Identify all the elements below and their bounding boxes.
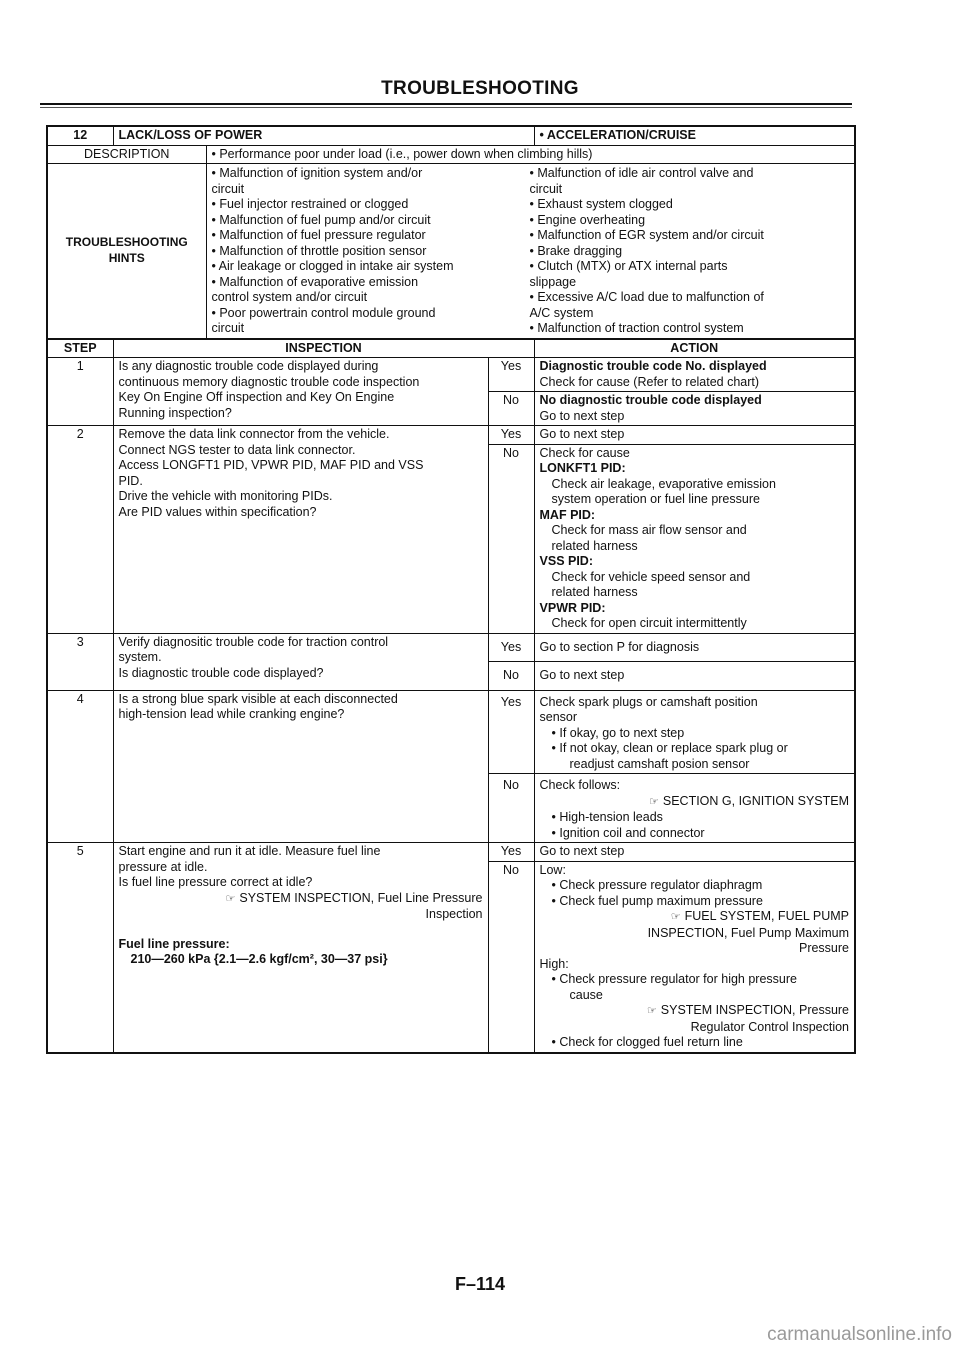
action-line: Low: [539,862,566,877]
action-line: Check spark plugs or camshaft position [539,694,758,709]
hint-item: • Malfunction of fuel pump and/or circuit [211,212,431,227]
hints-label-line1: TROUBLESHOOTING [65,235,188,250]
action-line: related harness [551,585,638,599]
hint-item: control system and/or circuit [211,290,368,304]
step-number: 5 [47,843,113,1053]
yes-label: Yes [488,358,534,392]
hints-label [47,164,206,339]
column-header-row [47,339,855,358]
inspection-line: PID. [118,473,143,488]
action-line: • High-tension leads [551,810,663,824]
hint-item: • Malfunction of traction control system [529,321,744,335]
action-line: Diagnostic trouble code No. displayed [539,359,767,373]
step-number: 1 [47,358,113,426]
inspection-line: Key On Engine Off inspection and Key On Engine [118,390,395,404]
yes-label: Yes [488,843,534,862]
reference-line [119,891,483,908]
description-text: • Performance poor under load (i.e., power down when climbing hills) [206,145,855,164]
action-line: VPWR PID: [539,600,606,615]
hint-item: • Malfunction of ignition system and/or [211,166,423,180]
no-action: Go to next step [534,662,855,691]
action-line: High: [539,956,569,971]
inspection-line: Remove the data link connector from the vehicle. [118,427,390,441]
hint-item: • Malfunction of idle air control valve and [529,166,754,180]
step-row [47,843,855,862]
hint-item: • Engine overheating [529,212,646,227]
action-line: Check for open circuit intermittently [551,616,747,630]
hint-item: slippage [529,274,577,289]
action-line: Check for vehicle speed sensor and [551,569,751,584]
action-line: Check air leakage, evaporative emission [551,476,776,491]
inspection-line: Inspection [425,907,483,921]
hint-item: A/C system [529,305,594,320]
topic-number: 12 [47,126,113,145]
hints-left-column [212,166,530,337]
no-label: No [488,774,534,843]
page-title: TROUBLESHOOTING [381,78,579,99]
step-row [47,426,855,445]
reference-line [540,909,850,926]
topic-row [47,126,855,145]
hint-item: • Malfunction of fuel pressure regulator [211,228,426,242]
reference-text: SYSTEM INSPECTION, Fuel Line Pressure [239,890,483,905]
inspection-line: Running inspection? [118,405,232,420]
step-number: 4 [47,690,113,843]
inspection-line: Fuel line pressure: [118,936,230,951]
no-label: No [488,861,534,1053]
no-label: No [488,662,534,691]
title-rule [40,103,852,105]
action-line: system operation or fuel line pressure [551,492,760,506]
page-number: F–114 [454,1274,506,1294]
pointing-hand-icon: ☞ [225,892,236,905]
hints-label-line2: HINTS [108,250,145,265]
hints-row [47,164,855,339]
column-inspection: INSPECTION [113,339,534,358]
step-row [47,690,855,774]
site-watermark: carmanualsonline.info [767,1324,952,1345]
topic-condition: • ACCELERATION/CRUISE [534,126,855,145]
pointing-hand-icon: ☞ [649,795,659,808]
hints-right-column [530,166,850,337]
hints-content [206,164,855,339]
hint-item: circuit [211,321,245,335]
yes-label: Yes [488,426,534,445]
action-line: MAF PID: [539,507,596,522]
fuel-pressure-spec: 210—260 kPa {2.1—2.6 kgf/cm², 30—37 psi} [130,952,388,966]
yes-action: Go to section P for diagnosis [534,633,855,662]
reference-line [540,794,850,811]
no-action [534,392,855,426]
action-line: LONKFT1 PID: [539,461,626,475]
action-line: INSPECTION, Fuel Pump Maximum [647,925,850,940]
action-line: readjust camshaft posion sensor [569,756,750,771]
inspection-line: continuous memory diagnostic trouble code inspection [118,374,420,389]
inspection-line: system. [118,650,162,664]
column-action: ACTION [534,339,855,358]
reference-text: FUEL SYSTEM, FUEL PUMP [684,909,850,923]
inspection-line: Access LONGFT1 PID, VPWR PID, MAF PID and VSS [118,458,424,472]
hint-item: • Clutch (MTX) or ATX internal parts [529,259,728,273]
yes-label: Yes [488,633,534,662]
hint-item: • Fuel injector restrained or clogged [211,197,409,211]
action-line: • If not okay, clean or replace spark plug or [551,741,788,755]
hint-item: circuit [211,181,245,196]
action-line: • Check fuel pump maximum pressure [551,893,763,908]
no-action [534,774,855,843]
pointing-hand-icon: ☞ [646,1005,657,1017]
inspection-line: high-tension lead while cranking engine? [118,707,345,721]
action-line: Check for cause (Refer to related chart) [539,374,760,389]
reference-text: SYSTEM INSPECTION, Pressure [660,1003,850,1017]
action-line: cause [569,987,603,1002]
action-line: Check for cause [539,445,630,460]
step-inspection [113,633,488,690]
description-row [47,145,855,164]
step-inspection [113,426,488,634]
step-number: 3 [47,633,113,690]
yes-action [534,690,855,774]
description-label: DESCRIPTION [47,145,206,164]
hint-item: • Brake dragging [529,243,623,258]
inspection-line: Connect NGS tester to data link connector. [118,442,356,457]
hint-item: • Poor powertrain control module ground [211,305,436,320]
inspection-line: Is a strong blue spark visible at each disconnected [118,691,398,706]
hint-item: • Malfunction of throttle position sensor [211,243,427,258]
no-label: No [488,392,534,426]
pointing-hand-icon: ☞ [670,911,681,923]
topic-name: LACK/LOSS OF POWER [113,126,534,145]
action-line: Regulator Control Inspection [690,1019,850,1034]
step-inspection [113,358,488,426]
hint-item: • Malfunction of EGR system and/or circuit [529,228,764,242]
title-rule-secondary [40,107,852,108]
action-line: • Check pressure regulator diaphragm [551,878,763,892]
action-line: sensor [539,710,578,724]
action-line: Check follows: [539,778,621,792]
troubleshooting-table [46,125,856,1054]
inspection-line: Are PID values within specification? [118,504,317,519]
action-line: No diagnostic trouble code displayed [539,393,762,407]
no-action [534,444,855,633]
no-action [534,861,855,1053]
step-row [47,633,855,662]
action-line: • Check pressure regulator for high pressure [551,972,797,986]
no-label: No [488,444,534,633]
inspection-line: Is any diagnostic trouble code displayed during [118,359,379,373]
action-line: • Ignition coil and connector [551,825,705,840]
step-row [47,358,855,392]
action-line: Go to next step [539,408,625,423]
action-line: Pressure [798,941,850,955]
inspection-line: Is fuel line pressure correct at idle? [118,875,313,889]
hint-item: • Malfunction of evaporative emission [211,274,419,289]
reference-line [540,1003,850,1020]
action-line: • If okay, go to next step [551,725,685,740]
reference-text: SECTION G, IGNITION SYSTEM [662,793,850,808]
action-line: VSS PID: [539,554,594,568]
inspection-line: Start engine and run it at idle. Measure fuel line [118,844,381,858]
hint-item: circuit [529,181,563,196]
yes-action: Go to next step [534,843,855,862]
inspection-line: Is diagnostic trouble code displayed? [118,665,324,680]
inspection-line: Drive the vehicle with monitoring PIDs. [118,489,333,503]
inspection-line: pressure at idle. [118,859,208,874]
inspection-line: Verify diagnositic trouble code for traction control [118,634,389,649]
step-inspection [113,690,488,843]
hint-item: • Exhaust system clogged [529,197,673,211]
yes-action [534,358,855,392]
column-step: STEP [47,339,113,358]
step-inspection [113,843,488,1053]
hint-item: • Air leakage or clogged in intake air system [211,259,454,273]
action-line: • Check for clogged fuel return line [551,1035,743,1049]
action-line: related harness [551,538,638,553]
hint-item: • Excessive A/C load due to malfunction of [529,290,764,304]
action-line: Check for mass air flow sensor and [551,523,747,537]
yes-action: Go to next step [534,426,855,445]
step-number: 2 [47,426,113,634]
yes-label: Yes [488,690,534,774]
